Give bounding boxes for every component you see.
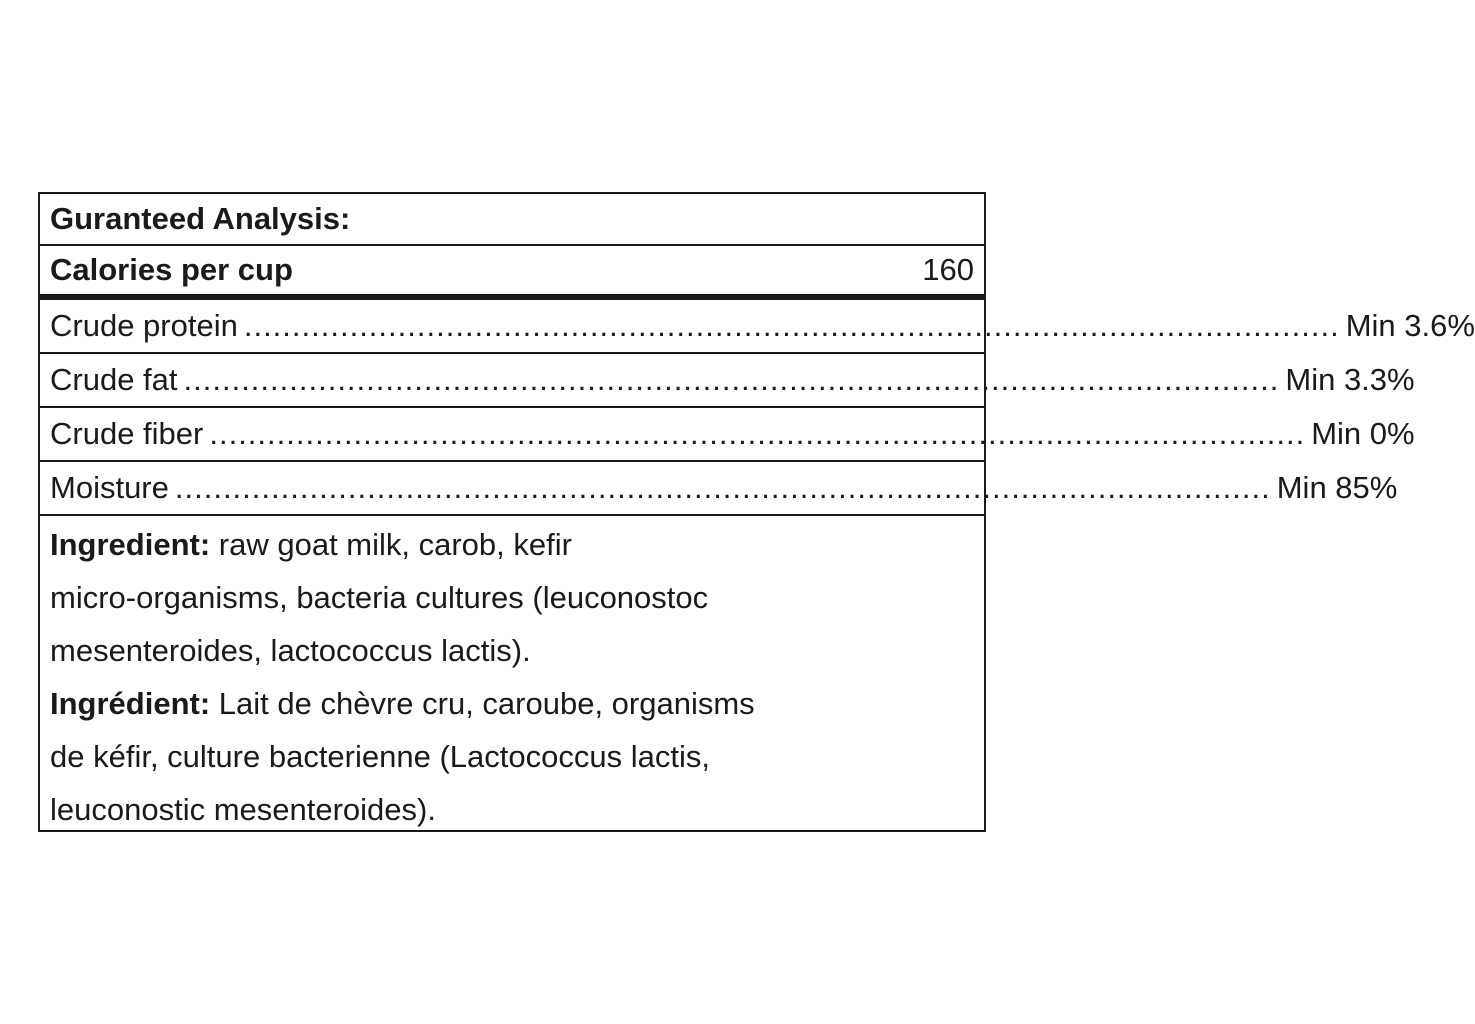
nutrient-amount: Min 85% (1276, 470, 1398, 505)
ingredients-fr-line1: Lait de chèvre cru, caroube, organisms (210, 686, 755, 721)
nutrient-label: Crude fat (50, 362, 178, 397)
calories-value: 160 (922, 252, 974, 287)
nutrient-row-moisture (40, 462, 1398, 516)
ingredients-en-label: Ingredient: (50, 527, 211, 562)
ingredients-en-line3: mesenteroides, lactococcus lactis). (50, 633, 531, 668)
ingredients-fr (50, 677, 974, 836)
nutrient-label: Crude fiber (50, 416, 204, 451)
ingredients-en-line2: micro-organisms, bacteria cultures (leuconostoc (50, 580, 709, 615)
dot-leader: .................................................................................................................. (209, 416, 1306, 451)
nutrient-amount: Min 3.3% (1285, 362, 1415, 397)
guaranteed-analysis-panel (38, 192, 1475, 832)
panel-title (40, 194, 984, 246)
dot-leader: .................................................................................................................. (174, 470, 1271, 505)
ingredients-fr-line3: leuconostic mesenteroides). (50, 792, 436, 827)
nutrient-row-crude-fiber (40, 408, 1415, 462)
nutrient-label: Crude protein (50, 308, 238, 343)
ingredients-fr-label: Ingrédient: (50, 686, 211, 721)
nutrient-amount: Min 0% (1311, 416, 1415, 451)
dot-leader: .................................................................................................................. (243, 308, 1340, 343)
ingredients-en-line1: raw goat milk, carob, kefir (210, 527, 572, 562)
nutrient-row-crude-protein (40, 300, 1475, 354)
ingredients-fr-line2: de kéfir, culture bacterienne (Lactococcus lactis, (50, 739, 710, 774)
ingredients-en (50, 518, 974, 677)
panel-title-text: Guranteed Analysis: (50, 201, 351, 236)
calories-label: Calories per cup (50, 252, 293, 287)
dot-leader: .................................................................................................................. (183, 362, 1280, 397)
nutrient-label: Moisture (50, 470, 169, 505)
nutrient-amount: Min 3.6% (1345, 308, 1475, 343)
ingredients-block (40, 514, 984, 836)
calories-row (40, 246, 984, 300)
nutrient-row-crude-fat (40, 354, 1415, 408)
